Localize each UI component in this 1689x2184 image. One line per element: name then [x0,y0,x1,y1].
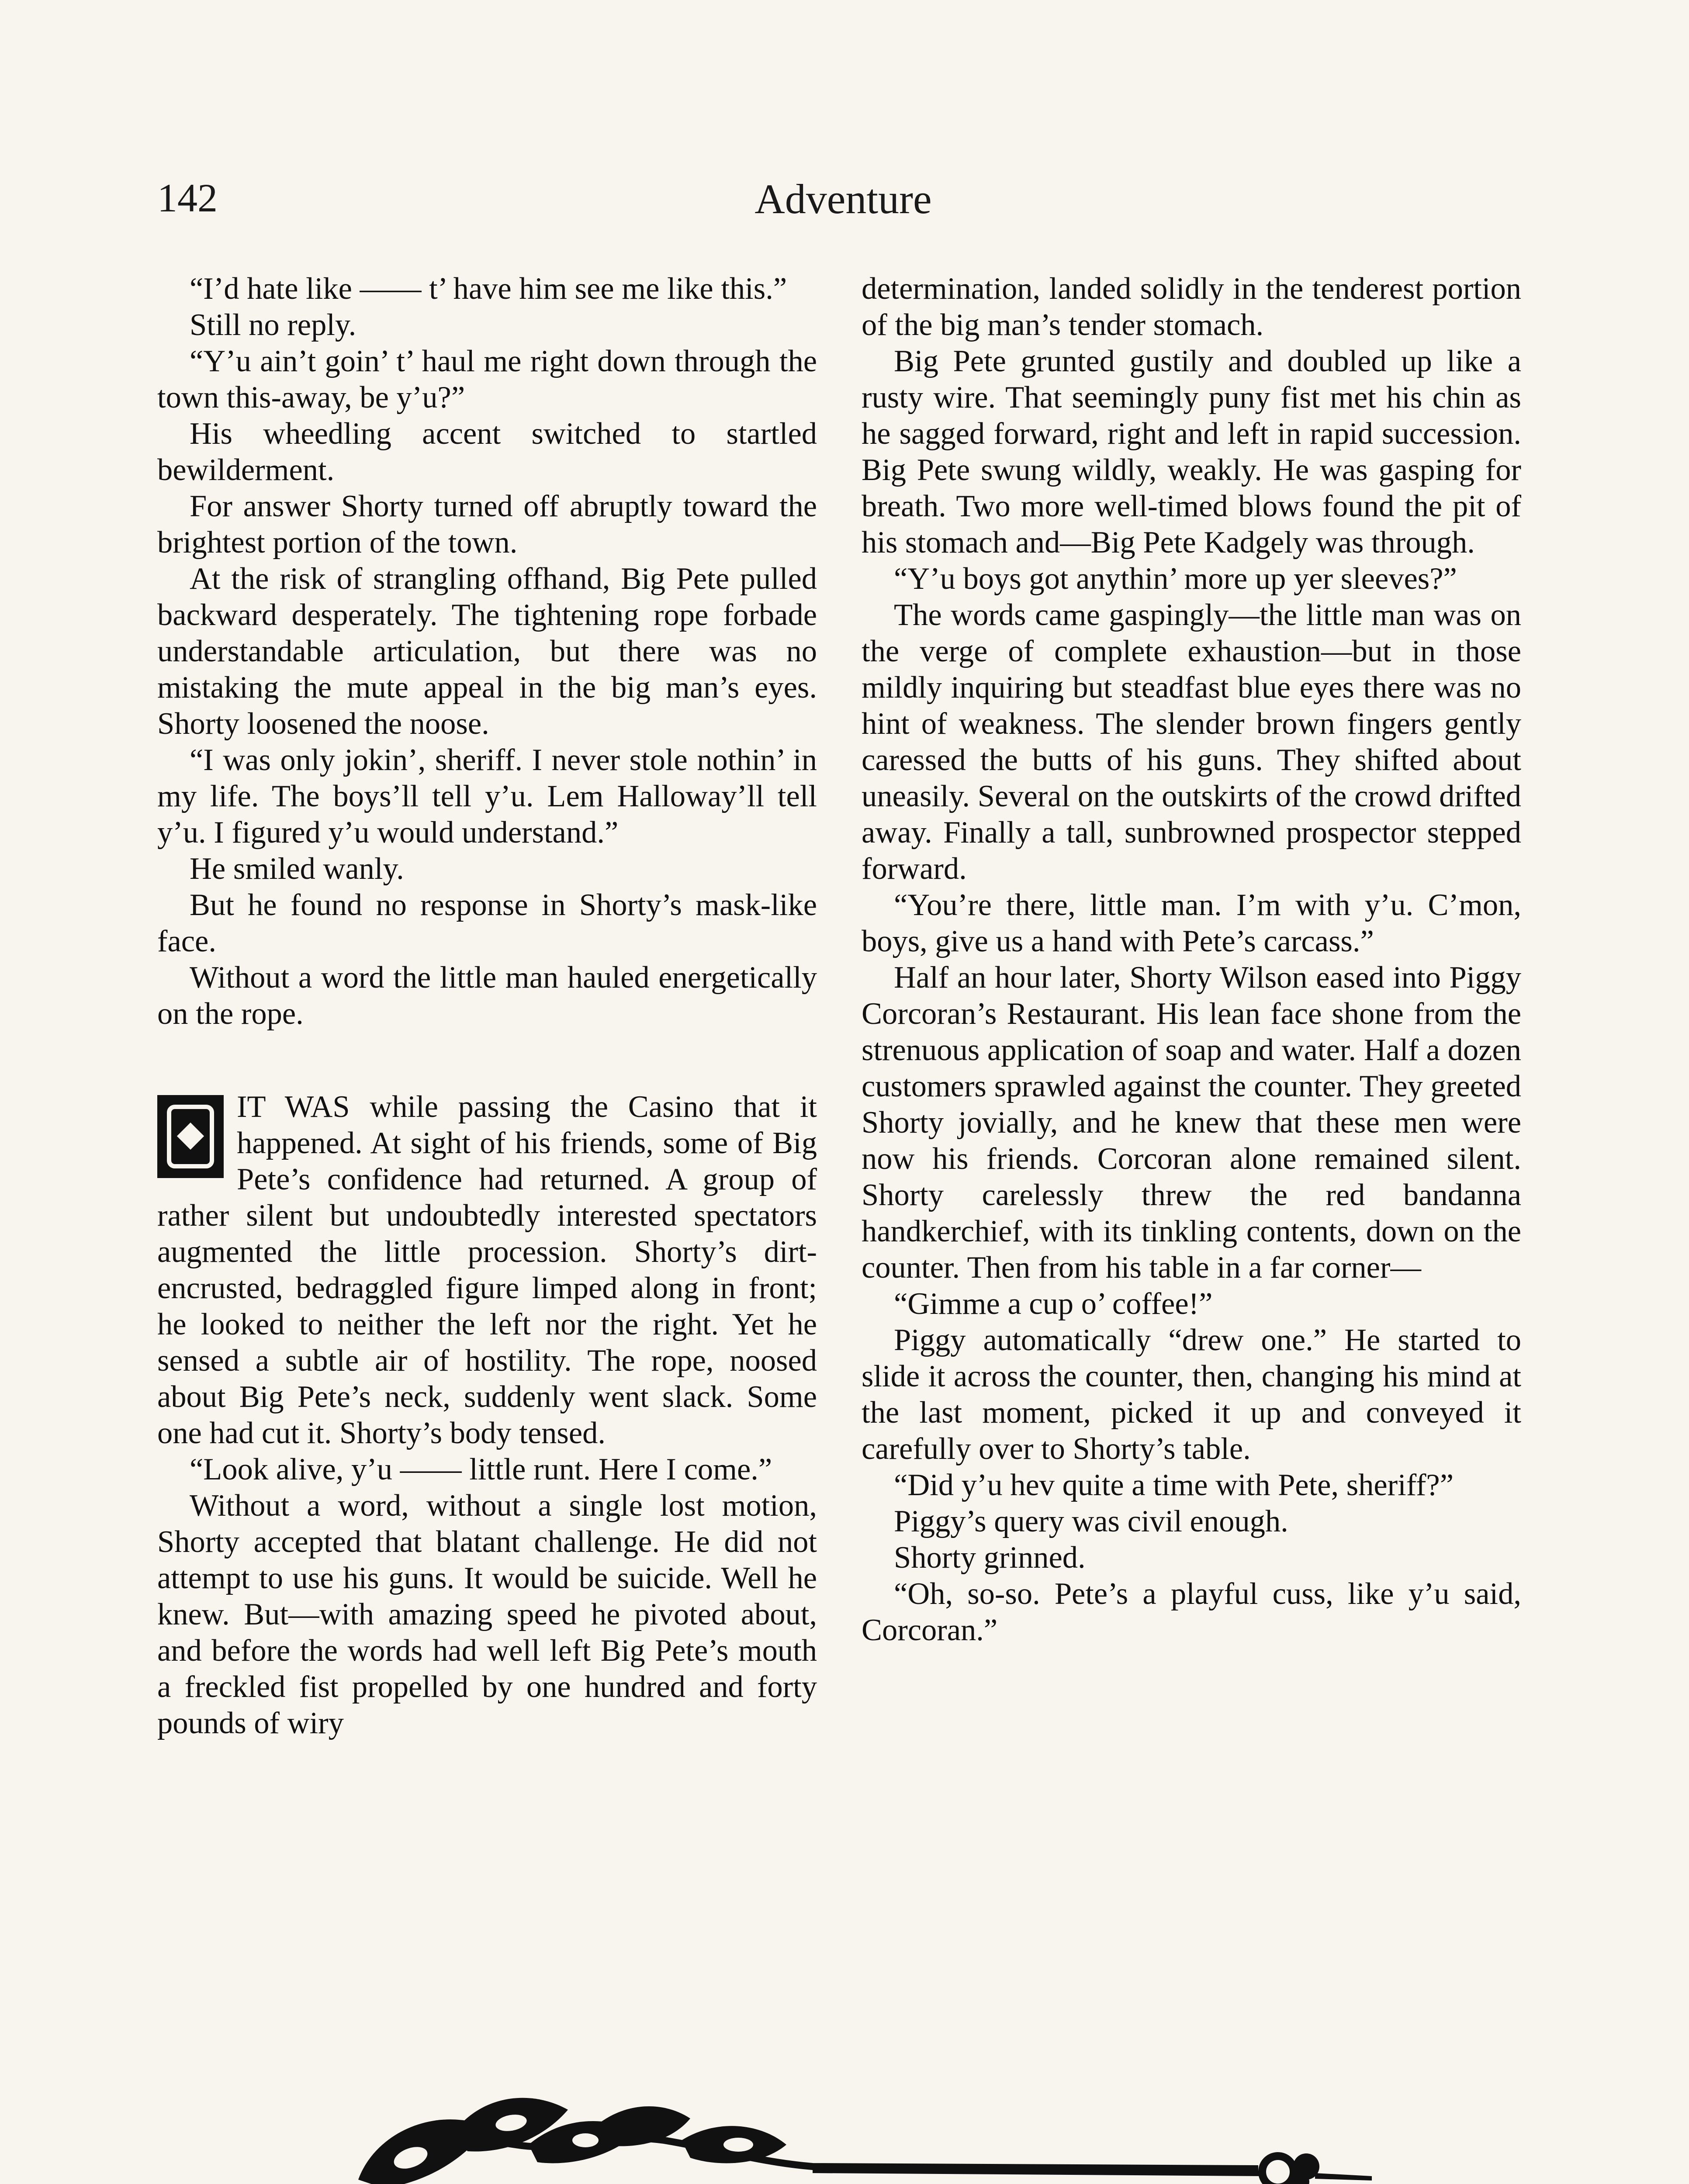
paragraph: Piggy’s query was civil enough. [894,1504,1288,1538]
paragraph: “I was only jokin’, sheriff. I never stole nothin’ in my life. The boys’ll tell y’u. Lem Halloway’ll tell y’u. I figured y’u would understand.” [157,743,817,850]
right-column [862,271,1521,1648]
section-paragraph: IT WAS while passing the Casino that it happened. At sight of his friends, some of Big Pete’s confidence had returned. A group of rather silent but undoubtedly interested spectators augmented the little procession. Shorty’s dirt-encrusted, bedraggled figure limped along in front; he looked to neither the left nor the right. Yet he sensed a subtle air of hostility. The rope, noosed about Big Pete’s neck, suddenly went slack. Some one had cut it. Shorty’s body tensed. [157,1090,817,1450]
page-header [157,175,1529,236]
paragraph: The words came gaspingly—the little man was on the verge of complete exhaustion—but in those mildly inquiring but steadfast blue eyes there was no hint of weakness. The slender brown fingers gently caressed the butts of his guns. They shifted about uneasily. Several on the outskirts of the crowd drifted away. Finally a tall, sunbrowned prospector stepped forward. [862,598,1521,886]
page-number: 142 [157,176,218,220]
paragraph: Without a word the little man hauled energetically on the rope. [157,961,817,1031]
paragraph: Piggy automatically “drew one.” He started to slide it across the counter, then, changing his mind at the last moment, picked it up and conveyed it carefully over to Shorty’s table. [862,1323,1521,1466]
paragraph: “Look alive, y’u —— little runt. Here I come.” [190,1452,772,1486]
paragraph: For answer Shorty turned off abruptly toward the brightest portion of the town. [157,489,817,560]
section-start [157,1089,817,1451]
paragraph: Shorty grinned. [894,1541,1086,1575]
paragraph: He smiled wanly. [190,852,404,886]
paragraph: Still no reply. [190,308,356,342]
paragraph: determination, landed solidly in the tenderest portion of the big man’s tender stomach. [862,272,1521,342]
paragraph: “You’re there, little man. I’m with y’u. C’mon, boys, give us a hand with Pete’s carcass.” [862,888,1521,958]
left-column [157,271,817,1742]
ornamental-initial-icon [157,1095,224,1178]
paragraph: But he found no response in Shorty’s mask-like face. [157,888,817,958]
paragraph: “Y’u boys got anythin’ more up yer sleeves?” [894,562,1457,596]
paragraph: At the risk of strangling offhand, Big Pete pulled backward desperately. The tightening rope forbade understandable articulation, but there was no mistaking the mute appeal in the big man’s eyes. Shorty loosened the noose. [157,562,817,741]
running-title: Adventure [755,176,932,222]
paragraph: Big Pete grunted gustily and doubled up like a rusty wire. That seemingly puny fist met his chin as he sagged forward, right and left in rapid succession. Big Pete swung wildly, weakly. He was gasping for breath. Two more well-timed blows found the pit of his stomach and—Big Pete Kadgely was through. [862,344,1521,560]
paragraph: “Did y’u hev quite a time with Pete, sheriff?” [894,1468,1454,1502]
paragraph: “Oh, so-so. Pete’s a playful cuss, like y’u said, Corcoran.” [862,1577,1521,1647]
paragraph: “Gimme a cup o’ coffee!” [894,1287,1213,1321]
vine-ornament-icon [323,2079,1381,2184]
paragraph: Half an hour later, Shorty Wilson eased into Piggy Corcoran’s Restaurant. His lean face shone from the strenuous application of soap and water. Half a dozen customers sprawled against the counter. They greeted Shorty jovially, and he knew that these men were now his friends. Corcoran alone remained silent. Shorty carelessly threw the red bandanna handkerchief, with its tinkling contents, down on the counter. Then from his table in a far corner— [862,961,1521,1285]
paragraph: Without a word, without a single lost motion, Shorty accepted that blatant challenge. He did not attempt to use his guns. It would be suicide. Well he knew. But—with amazing speed he pivoted about, and before the words had well left Big Pete’s mouth a freckled fist propelled by one hundred and forty pounds of wiry [157,1489,817,1740]
paragraph: “I’d hate like —— t’ have him see me like this.” [190,272,787,306]
paragraph: His wheedling accent switched to startled bewilderment. [157,417,817,487]
paragraph: “Y’u ain’t goin’ t’ haul me right down through the town this-away, be y’u?” [157,344,817,415]
